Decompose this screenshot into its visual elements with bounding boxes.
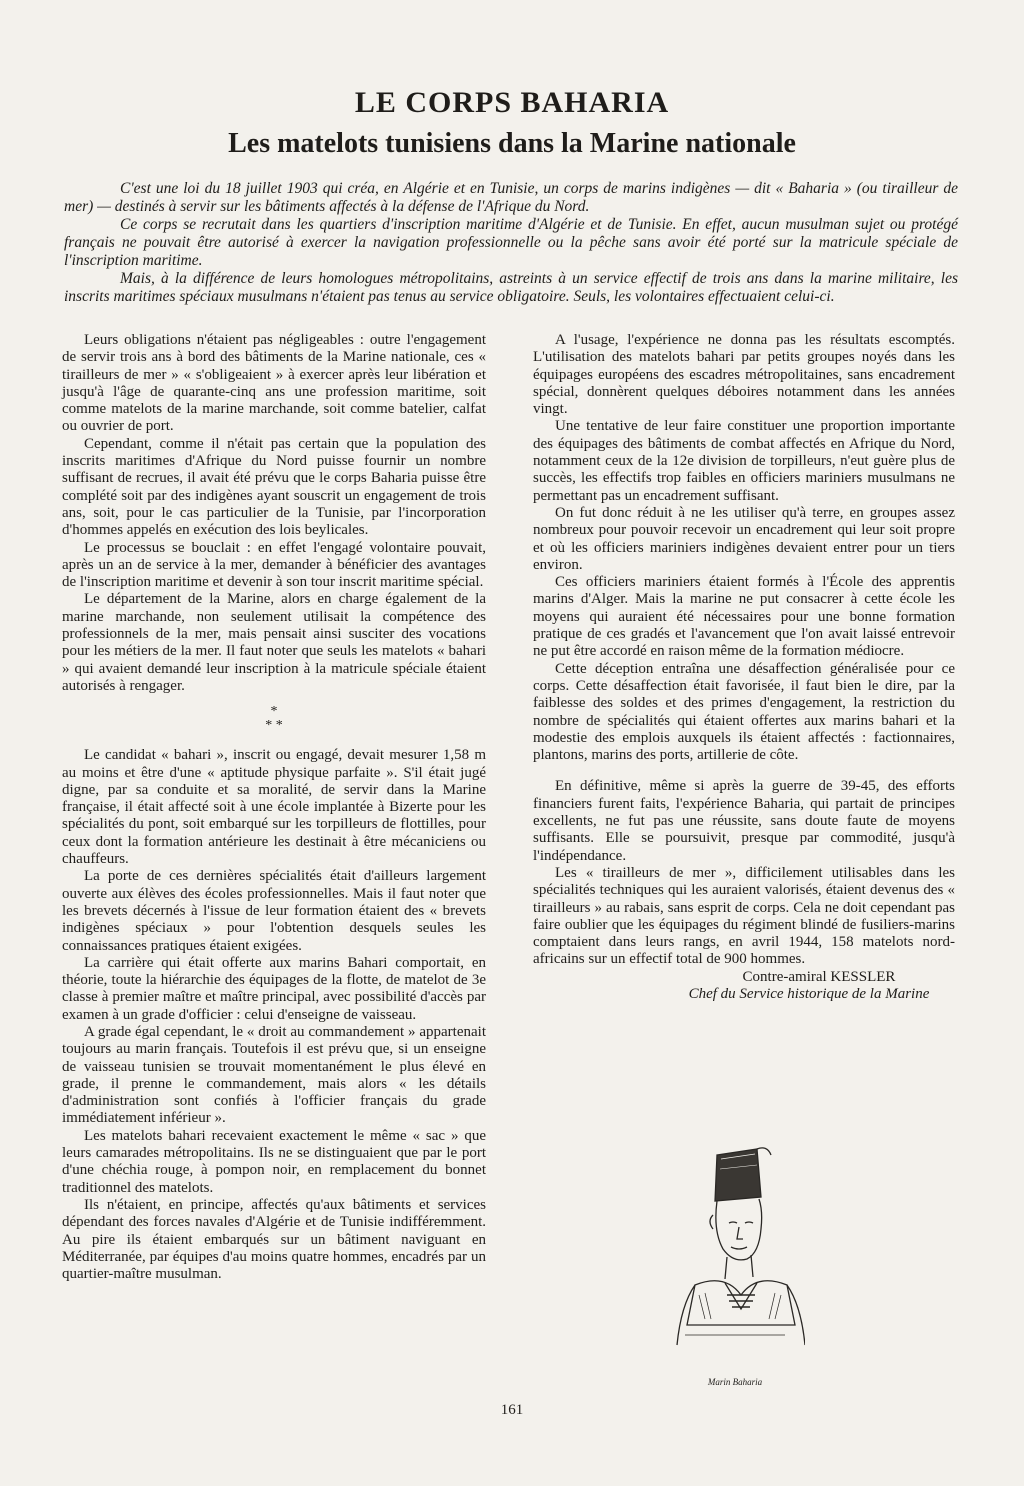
signature-name: Contre-amiral KESSLER [742, 968, 896, 985]
body-paragraph: En définitive, même si après la guerre de 39-45, des efforts financiers furent faits, l'expérience Baharia, qui partait de principes excellents, ne fut pas une réussite, sans doute faute de moyens suffisants. Elle se poursuivit, presque par commodité, jusqu'à l'indépendance. [533, 778, 955, 864]
body-paragraph: Leurs obligations n'étaient pas négligeables : outre l'engagement de servir trois ans à bord des bâtiments de la Marine nationale, ces « tirailleurs de mer » « s'obligeaient » à exercer après leur libération et jusqu'à l'âge de quarante-cinq ans une profession maritime, soit comme matelots de la marine marchande, soit comme batelier, calfat ou ouvrier de port. [62, 332, 486, 435]
body-paragraph: Le département de la Marine, alors en charge également de la marine marchande, non seulement utilisait la compétence des professionnels de la mer, mais pensait ainsi susciter des vocations pour les métiers de la mer. Il faut noter que seuls les matelots « bahari » qui avaient demandé leur inscription à la matricule spéciale étaient autorisés à rengager. [62, 591, 486, 694]
body-paragraph: Une tentative de leur faire constituer une proportion importante des équipages des bâtiments de combat affectés en Afrique du Nord, notamment ceux de la 12e division de torpilleurs, n'eut guère plus de succès, les effectifs trop faibles en officiers mariniers musulmans ne permettant pas un encadrement suffisant. [533, 418, 955, 504]
intro-paragraph: Mais, à la différence de leurs homologues métropolitains, astreints à un service effectif de trois ans dans la marine militaire, les inscrits maritimes spéciaux musulmans n'étaient pas tenus au service obligatoire. Seuls, les volontaires effectuaient celui-ci. [64, 270, 958, 305]
body-paragraph: Cependant, comme il n'était pas certain que la population des inscrits maritimes d'Afrique du Nord puisse fournir un nombre suffisant de recrues, il avait été prévu que le corps Baharia puisse être complété soit par des indigènes ayant souscrit un engagement de trois ans, soit, pour le cas particulier de la Tunisie, par l'incorporation d'hommes appelés en exécution des lois beylicales. [62, 435, 486, 539]
intro-paragraph: Ce corps se recrutait dans les quartiers d'inscription maritime d'Algérie et de Tunisie. En effet, aucun musulman sujet ou protégé français ne pouvait être autorisé à exercer la navigation professionnelle ou la pêche sans avoir été porté sur la matricule spéciale de l'inscription maritime. [64, 216, 958, 269]
body-paragraph: Le processus se bouclait : en effet l'engagé volontaire pouvait, après un an de service à la mer, demander à bénéficier des avantages de l'inscription maritime et devenir à son tour inscrit maritime spécial. [62, 539, 486, 591]
separator-star-top: * [270, 704, 278, 720]
section-separator [62, 705, 486, 733]
body-paragraph: La porte de ces dernières spécialités était d'ailleurs largement ouverte aux élèves des écoles professionnelles. Mais il faut noter que les brevets décernés à l'issue de leur formation étaient des « brevets indigènes spéciaux » pour l'obtention desquels seules les connaissances pratiques étaient exigées. [62, 868, 486, 954]
page-number: 161 [500, 1402, 524, 1418]
body-paragraph: La carrière qui était offerte aux marins Bahari comportait, en théorie, toute la hiérarchie des équipages de la flotte, de matelot de 3e classe à premier maître et maître principal, avec possibilité d'accès par examen à un grade d'officier : celui d'enseigne de vaisseau. [62, 954, 486, 1023]
body-paragraph: On fut donc réduit à ne les utiliser qu'à terre, en groupes assez nombreux pour pouvoir recevoir un encadrement qui leur soit propre et où les officiers mariniers indigènes devaient entrer pour un tiers environ. [533, 504, 955, 573]
signature-role: Chef du Service historique de la Marine [688, 985, 930, 1002]
left-column [62, 332, 486, 1283]
body-paragraph: Les matelots bahari recevaient exactement le même « sac » que leurs camarades métropolitains. Ils ne se distinguaient que par le port d'une chéchia rouge, à pompon noir, en remplacement du bonnet traditionnel des matelots. [62, 1127, 486, 1196]
article-title: LE CORPS BAHARIA [354, 86, 670, 119]
intro-block [64, 180, 958, 306]
illustration-caption: Marin Baharia [707, 1377, 763, 1387]
separator-star-bottom: * * [265, 718, 283, 734]
body-paragraph: Le candidat « bahari », inscrit ou engagé, devait mesurer 1,58 m au moins et être d'une « aptitude physique parfaite ». S'il était jugé digne, par sa conduite et sa moralité, de servir dans la Marine française, il était affecté soit à une école implantée à Bizerte pour les spécialités du pont, soit embarqué sur les torpilleurs de flottilles, pour ceux dont la formation antérieure les destinait à être mécaniciens ou chauffeurs. [62, 747, 486, 868]
body-paragraph: Les « tirailleurs de mer », difficilement utilisables dans les spécialités techniques qui les auraient valorisés, étaient devenus des « tirailleurs » au rabais, sans esprit de corps. Cela ne doit cependant pas faire oublier que les équipages du régiment blindé de fusiliers-marins comptaient dans leurs rangs, en avril 1944, 158 matelots nord-africains sur un effectif total de 900 hommes. [533, 864, 955, 968]
article-subtitle: Les matelots tunisiens dans la Marine nationale [228, 128, 796, 159]
sailor-drawing [665, 1135, 805, 1375]
intro-paragraph: C'est une loi du 18 juillet 1903 qui créa, en Algérie et en Tunisie, un corps de marins indigènes — dit « Baharia » (ou tirailleur de mer) — destinés à servir sur les bâtiments affectés à la défense de l'Afrique du Nord. [64, 180, 958, 215]
right-column [533, 332, 955, 1003]
body-paragraph: Ils n'étaient, en principe, affectés qu'aux bâtiments et services dépendant des forces navales d'Algérie et de Tunisie indifféremment. Au pire ils étaient embarqués sur un bâtiment naviguant en Méditerranée, par équipes d'au moins quatre hommes, encadrés par un quartier-maître musulman. [62, 1196, 486, 1283]
body-paragraph: Cette déception entraîna une désaffection généralisée pour ce corps. Cette désaffection était favorisée, il faut bien le dire, par la faiblesse des soldes et des primes d'engagement, la restriction du nombre de spécialités qui étaient offertes aux marins bahari et la modestie des emplois auxquels ils étaient affectés : factionnaires, plantons, marins des ports, artillerie de côte. [533, 660, 955, 764]
body-paragraph: A grade égal cependant, le « droit au commandement » appartenait toujours au marin français. Toutefois il est prévu que, si un enseigne de vaisseau tunisien se trouvait momentanément le plus élevé en grade, il prenne le commandement, mais alors « les détails d'administration sont confiés à l'officier français du grade immédiatement inférieur ». [62, 1023, 486, 1127]
body-paragraph: A l'usage, l'expérience ne donna pas les résultats escomptés. L'utilisation des matelots bahari par petits groupes noyés dans les équipages européens des escadres métropolitaines, sans encadrement spécial, donnèrent quelques déboires notamment dans les années vingt. [533, 332, 955, 418]
body-paragraph: Ces officiers mariniers étaient formés à l'École des apprentis marins d'Alger. Mais la marine ne put consacrer à cette école les moyens qui auraient été nécessaires pour une bonne formation pratique de ces gradés et l'avancement que l'on avait laissé entrevoir ne put être accordé en raison même de la formation médiocre. [533, 574, 955, 660]
paragraph-gap [533, 764, 955, 778]
